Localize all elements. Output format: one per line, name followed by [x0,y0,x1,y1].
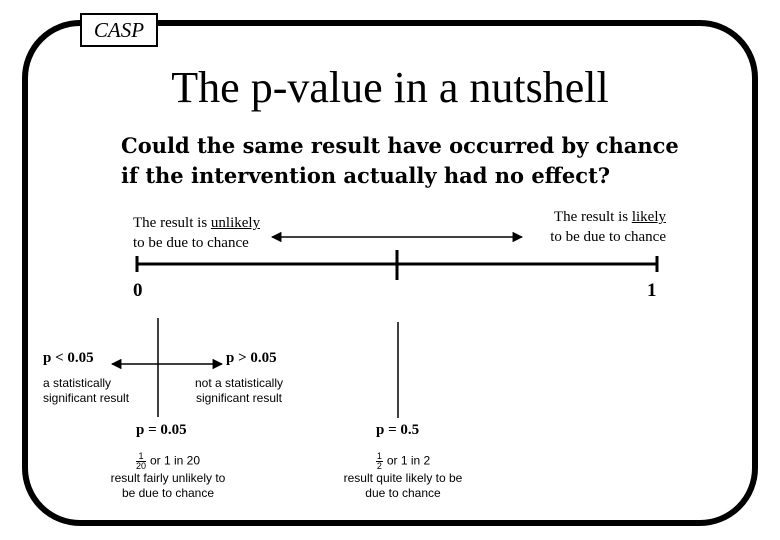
p05-line3: due to chance [365,486,441,500]
p05-frac-den: 2 [376,461,382,471]
sig-line1: a statistically [43,376,112,390]
nonsig-line1: not a statistically [194,376,284,390]
likely-label [525,207,666,247]
p005-line3: be due to chance [121,486,215,500]
p05-description [333,452,473,501]
nonsig-line2: significant result [195,391,283,405]
p005-ratio: or 1 in 20 [149,453,201,468]
p005-label: p = 0.05 [136,422,187,438]
p005-frac-num: 1 [136,452,146,462]
casp-badge: CASP [80,13,158,47]
p005-fraction [136,452,146,471]
unlikely-label [133,213,260,253]
p05-line2: result quite likely to be [343,471,463,485]
p005-frac-den: 20 [135,461,146,471]
sig-description [43,376,129,406]
axis-min-label: 0 [133,280,143,301]
nonsig-p-label: p > 0.05 [226,350,277,366]
p05-frac-num: 1 [376,451,382,461]
unlikely-line2: to be due to chance [133,235,249,251]
unlikely-word: unlikely [210,215,261,231]
p05-fraction [376,452,383,471]
axis-max-label: 1 [647,280,657,301]
p05-label: p = 0.5 [376,422,420,438]
likely-line2: to be due to chance [550,229,666,245]
p05-ratio: or 1 in 2 [386,453,431,468]
sig-line2: significant result [43,391,130,405]
question-text: Could the same result have occurred by chance if the intervention actually had no effect? [121,133,679,188]
likely-pre-text: The result is [553,209,632,225]
p005-description [98,452,238,501]
p005-line2: result fairly unlikely to [110,471,226,485]
likely-word: likely [631,209,666,225]
sig-p-label: p < 0.05 [43,350,94,366]
unlikely-pre-text: The result is [133,215,211,231]
slide-title: The p-value in a nutshell [171,63,609,112]
nonsig-description [190,376,288,406]
